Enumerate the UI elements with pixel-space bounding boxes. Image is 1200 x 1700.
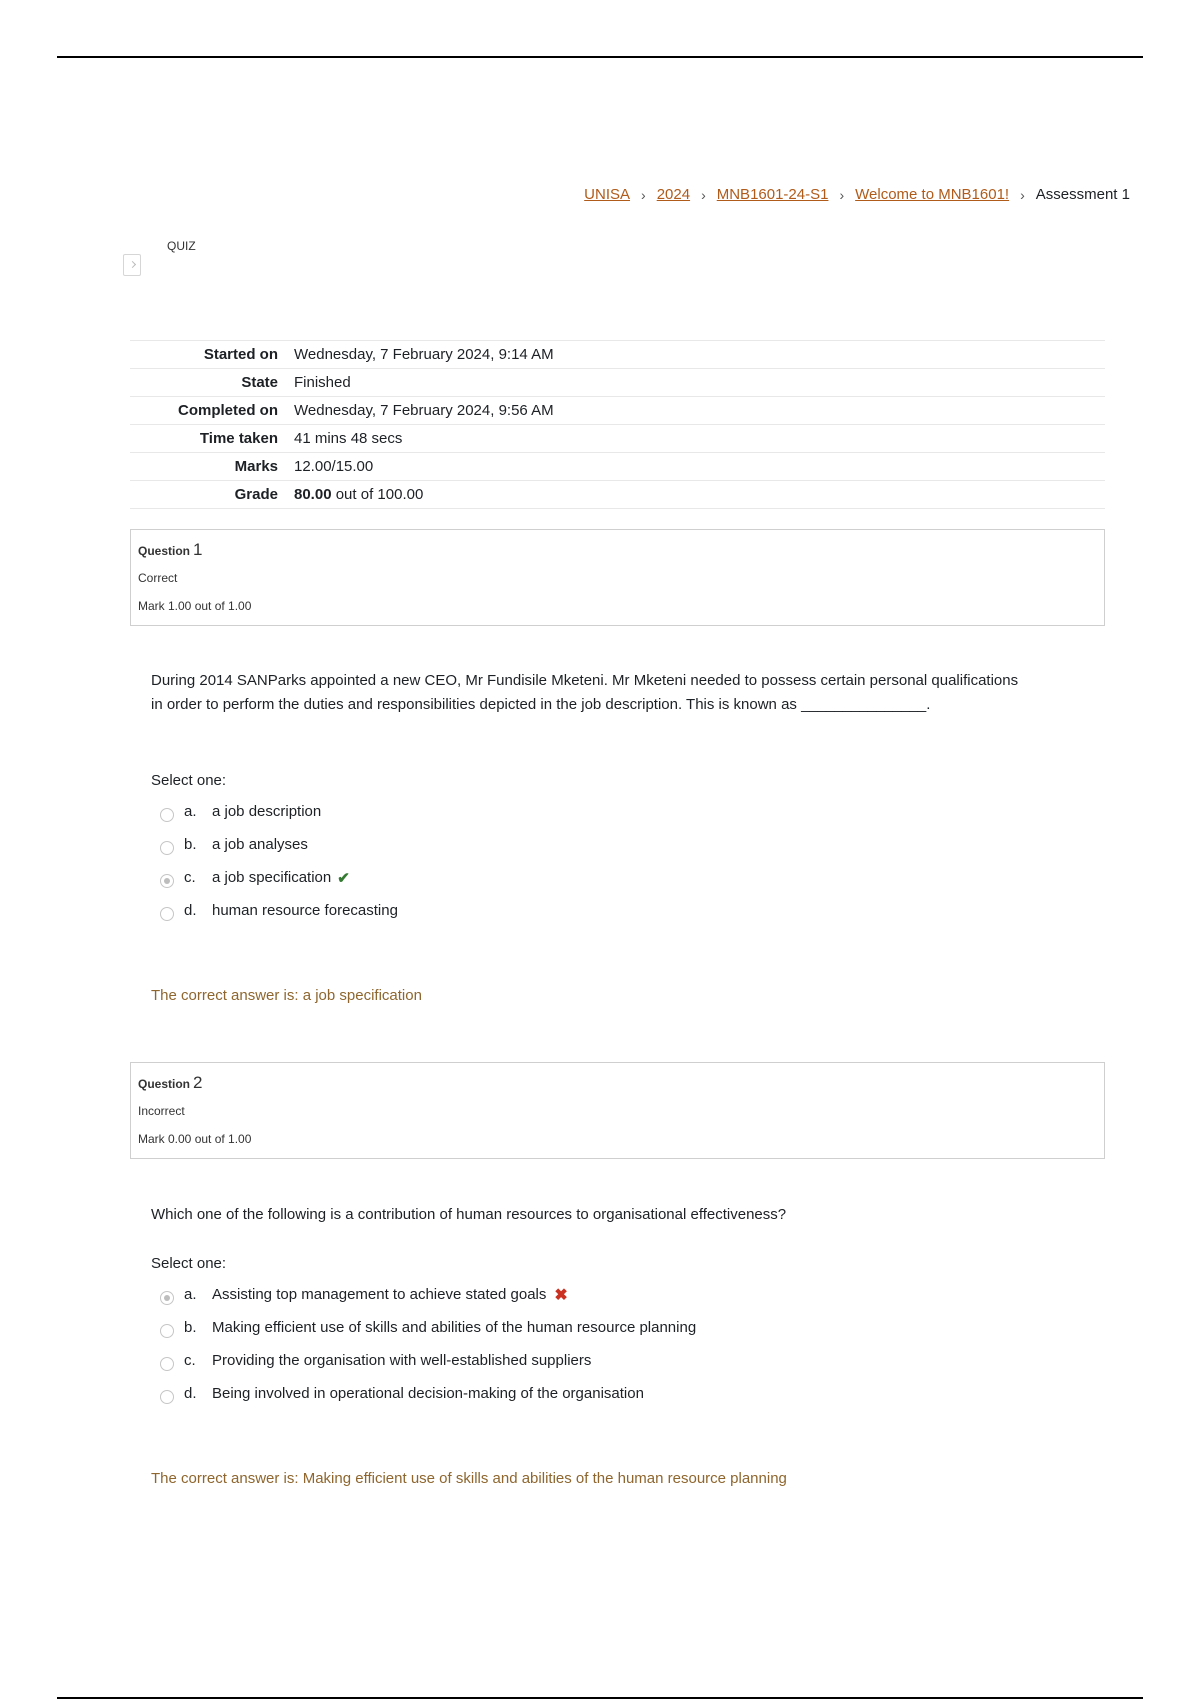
summary-row [130, 425, 1105, 453]
option-text: a job description [212, 803, 322, 820]
summary-label: Completed on [130, 397, 286, 425]
radio-button[interactable] [160, 1390, 174, 1404]
question-info-box [130, 529, 1105, 626]
attempt-summary-table [130, 340, 1105, 509]
summary-value: 41 mins 48 secs [286, 425, 1105, 453]
option-letter: a. [184, 1286, 197, 1303]
quiz-icon [123, 254, 141, 276]
radio-button-checked[interactable] [160, 1291, 174, 1305]
question-number [138, 540, 1097, 560]
check-icon: ✔ [337, 869, 350, 887]
summary-label: State [130, 369, 286, 397]
option-text: Providing the organisation with well-established suppliers [212, 1352, 592, 1369]
select-one-prompt: Select one: [151, 772, 227, 789]
option-letter: d. [184, 1385, 197, 1402]
question-number [138, 1073, 1097, 1093]
question-label: Question [138, 1077, 191, 1091]
option-letter: d. [184, 902, 197, 919]
option-text: Being involved in operational decision-making of the organisation [212, 1385, 644, 1402]
summary-value: 12.00/15.00 [286, 453, 1105, 481]
summary-value: Wednesday, 7 February 2024, 9:56 AM [286, 397, 1105, 425]
summary-value: Finished [286, 369, 1105, 397]
radio-button-checked[interactable] [160, 874, 174, 888]
chevron-right-icon: › [701, 186, 706, 203]
answer-options [160, 1278, 1060, 1410]
option-text: Making efficient use of skills and abilities of the human resource planning [212, 1319, 697, 1336]
option-text: human resource forecasting [212, 902, 398, 919]
answer-option[interactable] [160, 795, 1060, 828]
answer-option[interactable] [160, 894, 1060, 927]
breadcrumb-link-welcome[interactable]: Welcome to MNB1601! [855, 186, 1010, 203]
summary-row [130, 397, 1105, 425]
summary-label: Marks [130, 453, 286, 481]
option-letter: c. [184, 1352, 196, 1369]
correct-answer-feedback: The correct answer is: a job specification [151, 987, 422, 1004]
answer-options [160, 795, 1060, 927]
summary-value: Wednesday, 7 February 2024, 9:14 AM [286, 341, 1105, 369]
breadcrumb-link-year[interactable]: 2024 [656, 186, 691, 203]
answer-option-selected[interactable] [160, 861, 1060, 894]
radio-button[interactable] [160, 1324, 174, 1338]
option-letter: c. [184, 869, 196, 886]
summary-row [130, 453, 1105, 481]
question-number-value: 2 [193, 1073, 203, 1092]
chevron-right-icon: › [641, 186, 646, 203]
breadcrumb-current: Assessment 1 [1035, 186, 1130, 203]
question-grade: Mark 0.00 out of 1.00 [138, 1132, 252, 1146]
answer-option[interactable] [160, 828, 1060, 861]
option-text: Assisting top management to achieve stated goals [212, 1286, 547, 1303]
grade-suffix: out of 100.00 [331, 486, 424, 503]
grade-score: 80.00 [294, 486, 332, 503]
radio-button[interactable] [160, 907, 174, 921]
summary-row [130, 369, 1105, 397]
summary-label: Time taken [130, 425, 286, 453]
breadcrumb-link-unisa[interactable]: UNISA [584, 186, 631, 203]
radio-button[interactable] [160, 1357, 174, 1371]
breadcrumb-link-course[interactable]: MNB1601-24-S1 [716, 186, 829, 203]
chevron-right-icon: › [839, 186, 845, 203]
summary-value [286, 481, 1105, 509]
option-letter: a. [184, 803, 197, 820]
question-text: During 2014 SANParks appointed a new CEO, Mr Fundisile Mketeni. Mr Mketeni needed to possess certain personal qualifications in order to perform the duties and responsibilities depicted in the job description. This is known as _______________. [151, 672, 1019, 713]
top-rule [57, 56, 1143, 58]
correct-answer-feedback: The correct answer is: Making efficient use of skills and abilities of the human resource planning [151, 1470, 787, 1487]
answer-option-selected[interactable] [160, 1278, 1060, 1311]
select-one-prompt: Select one: [151, 1255, 227, 1272]
option-text: a job specification [212, 869, 332, 886]
breadcrumb [584, 186, 1130, 203]
option-letter: b. [184, 1319, 197, 1336]
bottom-rule [57, 1697, 1143, 1699]
option-letter: b. [184, 836, 197, 853]
radio-button[interactable] [160, 808, 174, 822]
summary-label: Started on [130, 341, 286, 369]
question-label: Question [138, 544, 191, 558]
answer-option[interactable] [160, 1344, 1060, 1377]
answer-option[interactable] [160, 1377, 1060, 1410]
question-text: Which one of the following is a contribution of human resources to organisational effectiveness? [151, 1206, 787, 1223]
question-number-value: 1 [193, 540, 203, 559]
activity-type-label: QUIZ [167, 239, 196, 253]
summary-row [130, 341, 1105, 369]
question-info-box [130, 1062, 1105, 1159]
radio-button[interactable] [160, 841, 174, 855]
answer-option[interactable] [160, 1311, 1060, 1344]
question-state: Correct [138, 571, 178, 585]
summary-label: Grade [130, 481, 286, 509]
cross-icon: ✖ [554, 1286, 568, 1304]
question-state: Incorrect [138, 1104, 185, 1118]
question-grade: Mark 1.00 out of 1.00 [138, 599, 252, 613]
option-text: a job analyses [212, 836, 308, 853]
summary-row-grade [130, 481, 1105, 509]
chevron-right-icon: › [1020, 186, 1025, 203]
